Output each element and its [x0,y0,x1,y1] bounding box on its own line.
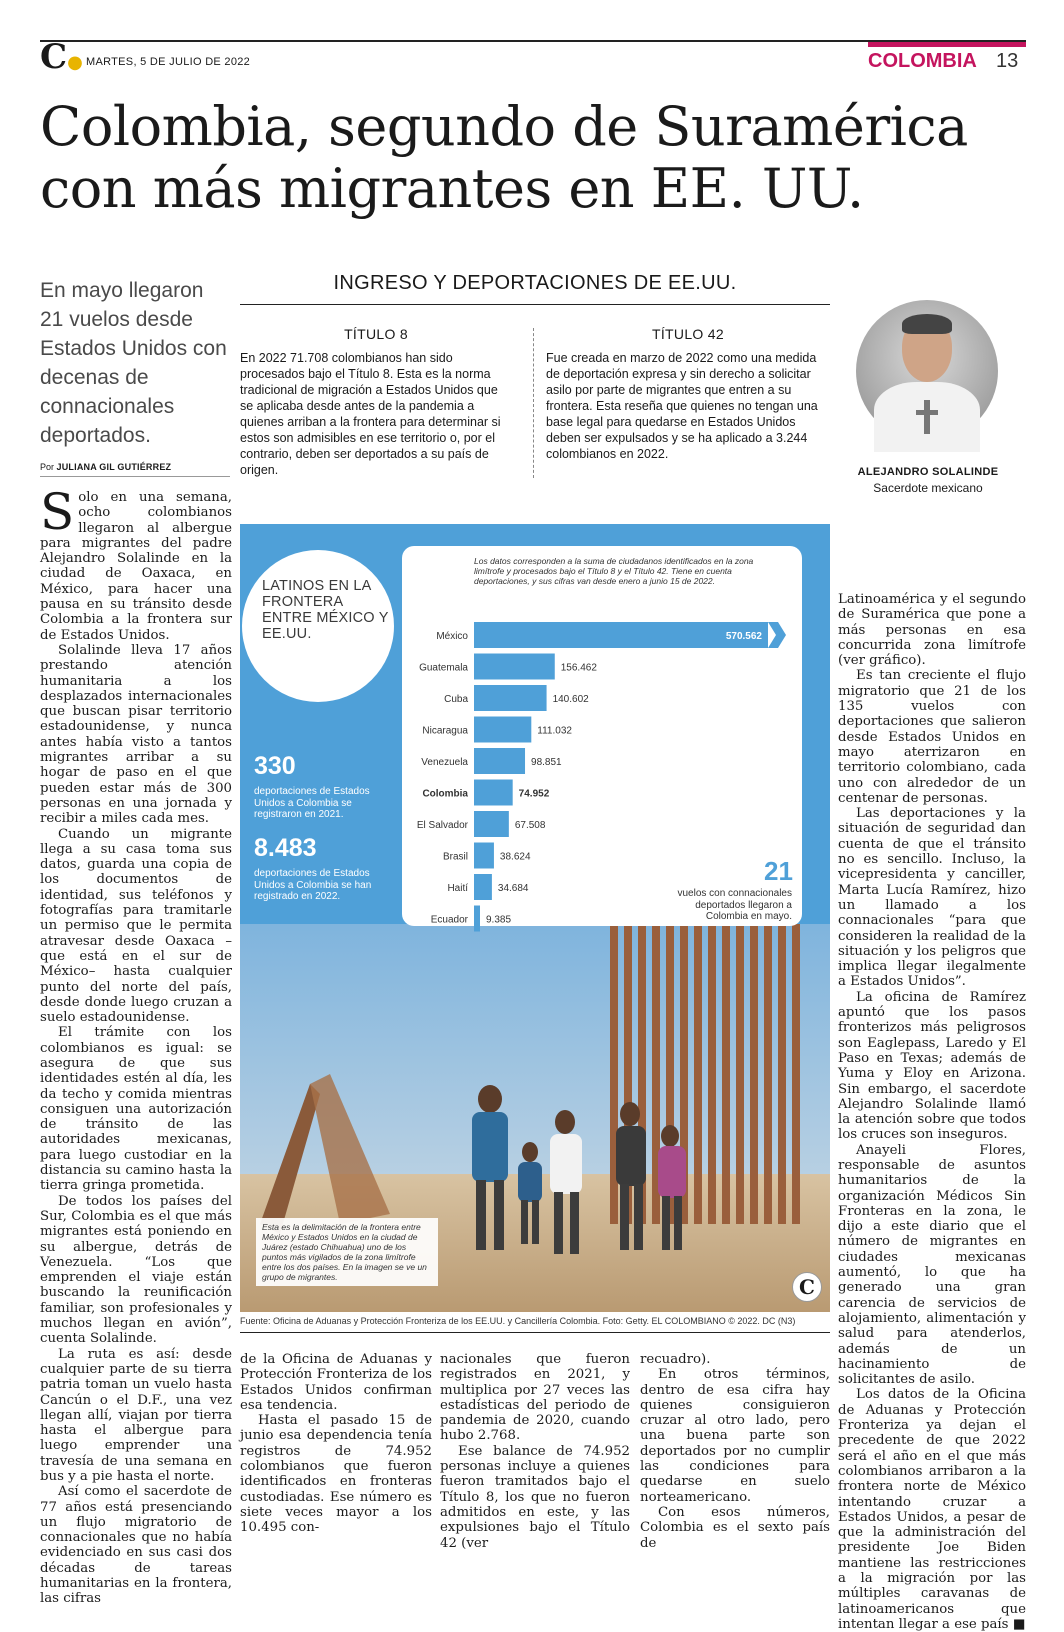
body-paragraph: Así como el sacerdote de 77 años está presenciando un flujo migratorio de connacionales que no había evidenciado en sus casi dos décadas de tareas humanitarias en la frontera, las cifras [40,1484,232,1607]
body-paragraph: recuadro). [640,1352,711,1367]
page-number: 13 [996,50,1019,72]
bar-value-label: 111.032 [537,725,572,737]
bar-value-label: 140.602 [552,694,589,705]
titulo-42-column [546,326,830,462]
body-paragraph: Cuando un migrante llega a su casa toma sus datos, guarda una copia de los documentos de identidad, sus teléfonos y fotografías para tramitarle un permiso que le permita atravesar desde Oaxaca –que está en el sur de México– hasta cualquier punto del norte del país, desde donde luego cruzan a suelo estadounidense. [40,826,232,1026]
byline-author: JULIANA GIL GUTIÉRREZ [56,462,172,472]
source-rule [240,1332,830,1333]
body-column-3 [440,1352,630,1551]
bar-category-label: México [436,631,468,642]
bar-elsalvador [474,811,509,837]
person-role: Sacerdote mexicano [873,481,983,495]
portrait-hair [902,314,952,334]
box-title: INGRESO Y DEPORTACIONES DE EE.UU. [333,272,737,294]
bar-arrow-icon [768,622,786,648]
infographic-source: Fuente: Oficina de Aduanas y Protección Fronteriza de los EE.UU. y Cancillería Colombia. Foto: Getty. EL COLOMBIANO © 2022. DC (N3) [240,1316,796,1326]
bar-category-label: Venezuela [421,757,468,768]
byline-prefix: Por [40,462,55,472]
bar-category-label: Guatemala [419,662,468,674]
bar-cuba [474,685,547,711]
body-paragraph: Latinoamérica y el segundo de Suramérica que pone a más personas en esa concurrida zona limítrofe (ver gráfico). [838,592,1026,669]
section-accent-bar [868,42,1026,47]
box-rule [240,304,830,305]
stat-2021-value: 330 [254,752,296,780]
headline-line-2: con más migrantes en EE. UU. [40,157,864,220]
box-divider [533,328,534,478]
portrait-photo [856,300,998,442]
logo-letter: C [40,37,68,77]
bar-category-label: Cuba [444,694,468,705]
stat-2021-text: deportaciones de Estados Unidos a Colombia se registraron en 2021. [254,786,370,820]
body-paragraph: Hasta el pasado 15 de junio esa dependencia tenía registros de 74.952 colombianos que fueron identificados en fronteras custodiadas. Ese número es siete veces mayor a los 10.495 con- [240,1413,432,1536]
bar-category-label: Ecuador [430,914,468,926]
body-column-2 [240,1352,432,1542]
bar-value-label: 98.851 [531,757,562,768]
bar-colombia [474,780,513,806]
body-paragraph: La oficina de Ramírez apuntó que los pasos fronterizos más peligrosos son Eaglepass, Laredo y El Paso en Texas; además de Yuma y Eloy en Arizona. Sin embargo, el sacerdote Alejandro Solalinde llamó la atención sobre que todos los cruces son inseguros. [838,989,1026,1143]
body-paragraph: Es tan creciente el flujo migratorio que 21 de los 135 vuelos con deportaciones que salieron desde Estados Unidos en mayo aterrizaron en territorio colombiano, cada uno con alrededor de un centenar de personas. [838,668,1026,806]
bar-value-label: 570.562 [725,631,762,642]
infographic-title: LATINOS EN LA FRONTERA ENTRE MÉXICO Y EE.UU. [262,578,389,642]
bar-nicaragua [474,717,531,743]
titulo-42-heading: TÍTULO 42 [652,326,724,342]
infographic [240,524,830,1312]
body-paragraph: nacionales que fueron registrados en 2021, y multiplica por 27 veces las estadísticas del periodo de pandemia de 2020, cuando hubo 2.768. [440,1352,630,1444]
subhead: En mayo llegaron 21 vuelos desde Estados Unidos con decenas de connacionales deportados. [40,279,227,447]
byline-rule [40,476,230,477]
newspaper-logo [40,37,83,80]
bar-value-label: 74.952 [518,788,550,800]
bar-chart [402,546,802,926]
bar-category-label: Colombia [422,788,468,800]
photo-caption: Esta es la delimitación de la frontera entre México y Estados Unidos en la ciudad de Juárez (estado Chihuahua) uno de los puntos más vigilados de la zona limítrofe entre los dos países. En la imagen se ve un grupo de migrantes. [256,1218,438,1286]
chart-panel [402,546,802,926]
headline [40,96,1030,220]
body-column-4 [640,1352,830,1551]
chart-note: Los datos corresponden a la suma de ciudadanos identificados en la zona limítrofe y procesados bajo el Título 8 y el Título 42. Tiene en cuenta deportaciones, y sus cifras van desde enero a junio 15 de 2022. [474,556,754,586]
logo-dot-icon: ● [67,52,83,73]
bar-category-label: Brasil [442,851,468,863]
bar-value-label: 34.684 [497,883,529,894]
stat-2022-value: 8.483 [254,834,317,862]
body-paragraph: de la Oficina de Aduanas y Protección Fronteriza de los Estados Unidos confirman esa tendencia. [240,1352,432,1413]
stat-2022-text: deportaciones de Estados Unidos a Colombia se han registrado en 2022. [254,868,372,902]
body-column-1 [40,483,232,1607]
issue-date: MARTES, 5 DE JULIO DE 2022 [86,56,251,68]
bar-venezuela [474,748,525,774]
body-paragraph: Con esos números, Colombia es el sexto país de [640,1504,830,1551]
bar-brasil [474,843,494,869]
cross-bar-icon [916,410,938,415]
body-paragraph: El trámite con los colombianos es igual: se asegura de que sus identidades estén al día, les da techo y comida mientras consiguen una autorización de tránsito de las autoridades mexicanas, para luego custodiar en la distancia su camino hasta la tierra gringa prometida. [40,1025,232,1194]
drop-cap: S [40,483,75,541]
paragraph-text: olo en una semana, ocho colombianos llegaron al albergue para migrantes del padre Alejandro Solalinde en la ciudad de Oaxaca, en México, para hacer una pausa en su tránsito desde Colombia a la frontera sur de Estados Unidos. [40,490,232,643]
bar-category-label: Nicaragua [422,725,468,737]
body-paragraph [40,483,232,643]
infographic-logo: C [792,1272,822,1302]
bar-value-label: 38.624 [499,851,531,863]
stat-flights-value: 21 [764,856,793,886]
body-paragraph: De todos los países del Sur, Colombia es el que más migrantes está poniendo en su albergue, detrás de Venezuela. “Los que emprenden el viaje están buscando la reunificación familiar, son profesionales y muchos llegan en avión”, cuenta Solalinde. [40,1193,232,1347]
byline [40,462,171,472]
section-name: COLOMBIA [868,50,977,72]
bar-category-label: Haití [447,883,468,894]
body-paragraph: Los datos de la Oficina de Aduanas y Protección Fronteriza ya dejan el precedente de que 2022 será el año en el que más colombianos arribaron a la frontera norte de México intentando cruzar a Estados Unidos, a pesar de que la administración del presidente Joe Biden mantiene las restricciones a la migración por las múltiples caravanas de latinoamericanos que intentan llegar a ese país ■ [838,1387,1026,1632]
bar-mxico [474,622,768,648]
body-paragraph: Anayeli Flores, responsable de asuntos humanitarios de la organización Médicos Sin Fronteras en la zona, le dijo a este diario que el número de migrantes en ciudades mexicanas aumentó, lo que ha generado una gran carencia de servicios de alojamiento, alimentación y salud para atenderlos, además de un hacinamiento de solicitantes de asilo. [838,1142,1026,1388]
stat-flights-text: vuelos con connacionales deportados llegaron a Colombia en mayo. [677,888,792,922]
titulo-8-column [240,326,512,478]
bar-hait [474,874,492,900]
person-name: ALEJANDRO SOLALINDE [857,466,999,478]
titulo-8-text: En 2022 71.708 colombianos han sido procesados bajo el Título 8. Esta es la norma tradicional de migración a Estados Unidos que se aplicaba desde antes de la pandemia a quienes arriban a la frontera para determinar si estos son admisibles en ese territorio o, por el contrario, deben ser deportados a su país de origen. [240,351,501,477]
body-paragraph: Ese balance de 74.952 personas incluye a quienes fueron tramitados bajo el Título 8, los que no fueron admitidos en este, y las expulsiones bajo el Título 42 (ver [440,1443,630,1551]
body-column-5 [838,592,1026,1632]
bar-value-label: 67.508 [514,820,546,831]
bar-value-label: 9.385 [486,914,512,926]
body-paragraph: En otros términos, dentro de esa cifra hay quienes consiguieron cruzar al otro lado, pero una buena parte son deportados por no cumplir las condiciones para quedarse en suelo norteamericano. [640,1367,830,1505]
body-paragraph: Solalinde lleva 17 años prestando atención humanitaria a los desplazados internacionales que buscan pisar territorio estadounidense, y nunca antes había visto a tantos migrantes arribar a su hogar de paso en el que pueden estar más de 300 personas en una jornada y recibir a miles cada mes. [40,642,232,827]
cross-icon [924,400,930,434]
titulo-42-text: Fue creada en marzo de 2022 como una medida de deportación expresa y sin derecho a solicitar asilo por parte de migrantes que entren a su frontera. Esta reseña que quienes no tengan una base legal para quedarse en Estados Unidos deben ser expulsados y se ha aplicado a 3.244 colombianos en 2022. [546,351,818,461]
headline-line-1: Colombia, segundo de Suramérica [40,95,968,158]
bar-ecuador [474,906,480,932]
bar-guatemala [474,654,555,680]
bar-value-label: 156.462 [560,662,597,674]
body-paragraph: La ruta es así: desde cualquier parte de su tierra patria toman un vuelo hasta Cancún o el D.F., una vez llegan allí, viajan por tierra hasta el albergue para luego emprender una travesía de una semana en bus y a pie hasta el norte. [40,1346,232,1484]
body-paragraph: Las deportaciones y la situación de seguridad dan cuenta de que el tránsito no es sencillo. Incluso, la vicepresidenta y canciller, Marta Lucía Ramírez, hizo un llamado a los connacionales “para que consideren la realidad de la situación y los peligros que implica llegar ilegalmente a Estados Unidos”. [838,806,1026,990]
titulo-8-heading: TÍTULO 8 [344,326,408,342]
bar-category-label: El Salvador [416,820,468,831]
